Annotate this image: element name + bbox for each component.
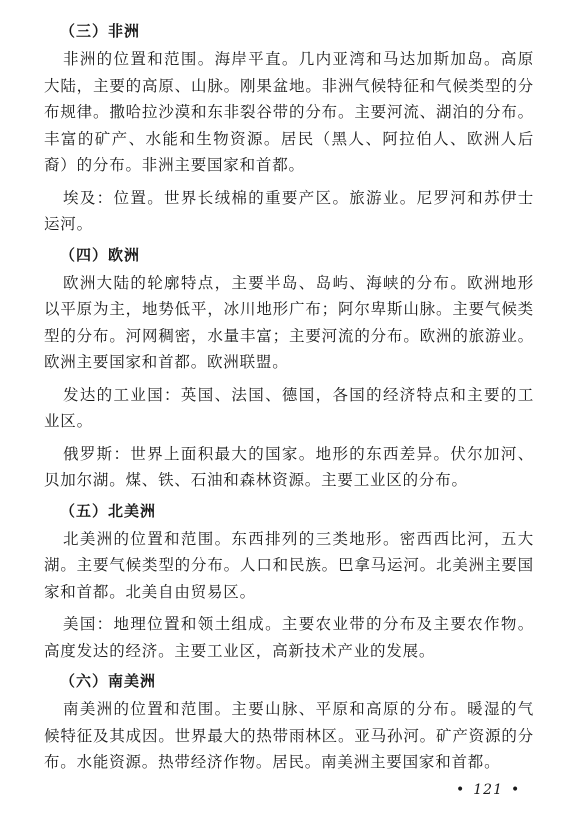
paragraph: 俄罗斯：世界上面积最大的国家。地形的东西差异。伏尔加河、贝加尔湖。煤、铁、石油和森林资源。主要工业区的分布。 (44, 444, 534, 489)
footer-dot-left: • (456, 782, 466, 798)
section-heading: （六）南美洲 (60, 672, 157, 690)
page-number-footer (448, 782, 528, 798)
section-heading: （四）欧洲 (60, 245, 141, 264)
section-north-america (44, 500, 534, 665)
section-africa (44, 20, 534, 238)
paragraph: 南美洲的位置和范围。主要山脉、平原和高原的分布。暖湿的气候特征及其成因。世界最大的热带雨林区。亚马孙河。矿产资源的分布。水能资源。热带经济作物。居民。南美洲主要国家和首都。 (44, 700, 534, 771)
footer-dot-right: • (511, 782, 521, 798)
paragraph: 欧洲大陆的轮廓特点，主要半岛、岛屿、海峡的分布。欧洲地形以平原为主，地势低平，冰川地形广布；阿尔卑斯山脉。主要气候类型的分布。河网稠密，水量丰富；主要河流的分布。欧洲的旅游业。欧洲主要国家和首都。欧洲联盟。 (44, 273, 534, 371)
section-heading: （三）非洲 (60, 22, 141, 40)
page-number: 121 (473, 782, 503, 798)
paragraph: 北美洲的位置和范围。东西排列的三类地形。密西西比河，五大湖。主要气候类型的分布。人口和民族。巴拿马运河。北美洲主要国家和首都。北美自由贸易区。 (44, 529, 534, 601)
page-content (44, 14, 534, 782)
paragraph: 埃及：位置。世界长绒棉的重要产区。旅游业。尼罗河和苏伊士运河。 (44, 188, 534, 233)
paragraph: 发达的工业国：英国、法国、德国，各国的经济特点和主要的工业区。 (44, 385, 534, 430)
paragraph: 非洲的位置和范围。海岸平直。几内亚湾和马达加斯加岛。高原大陆，主要的高原、山脉。刚果盆地。非洲气候特征和气候类型的分布规律。撒哈拉沙漠和东非裂谷带的分布。主要河流、湖泊的分布。丰富的矿产、水能和生物资源。居民（黑人、阿拉伯人、欧洲人后裔）的分布。非洲主要国家和首都。 (44, 50, 534, 174)
section-heading: （五）北美洲 (60, 501, 157, 520)
section-south-america (44, 670, 534, 776)
section-europe (44, 244, 534, 494)
paragraph: 美国：地理位置和领土组成。主要农业带的分布及主要农作物。高度发达的经济。主要工业区，高新技术产业的发展。 (44, 615, 534, 660)
